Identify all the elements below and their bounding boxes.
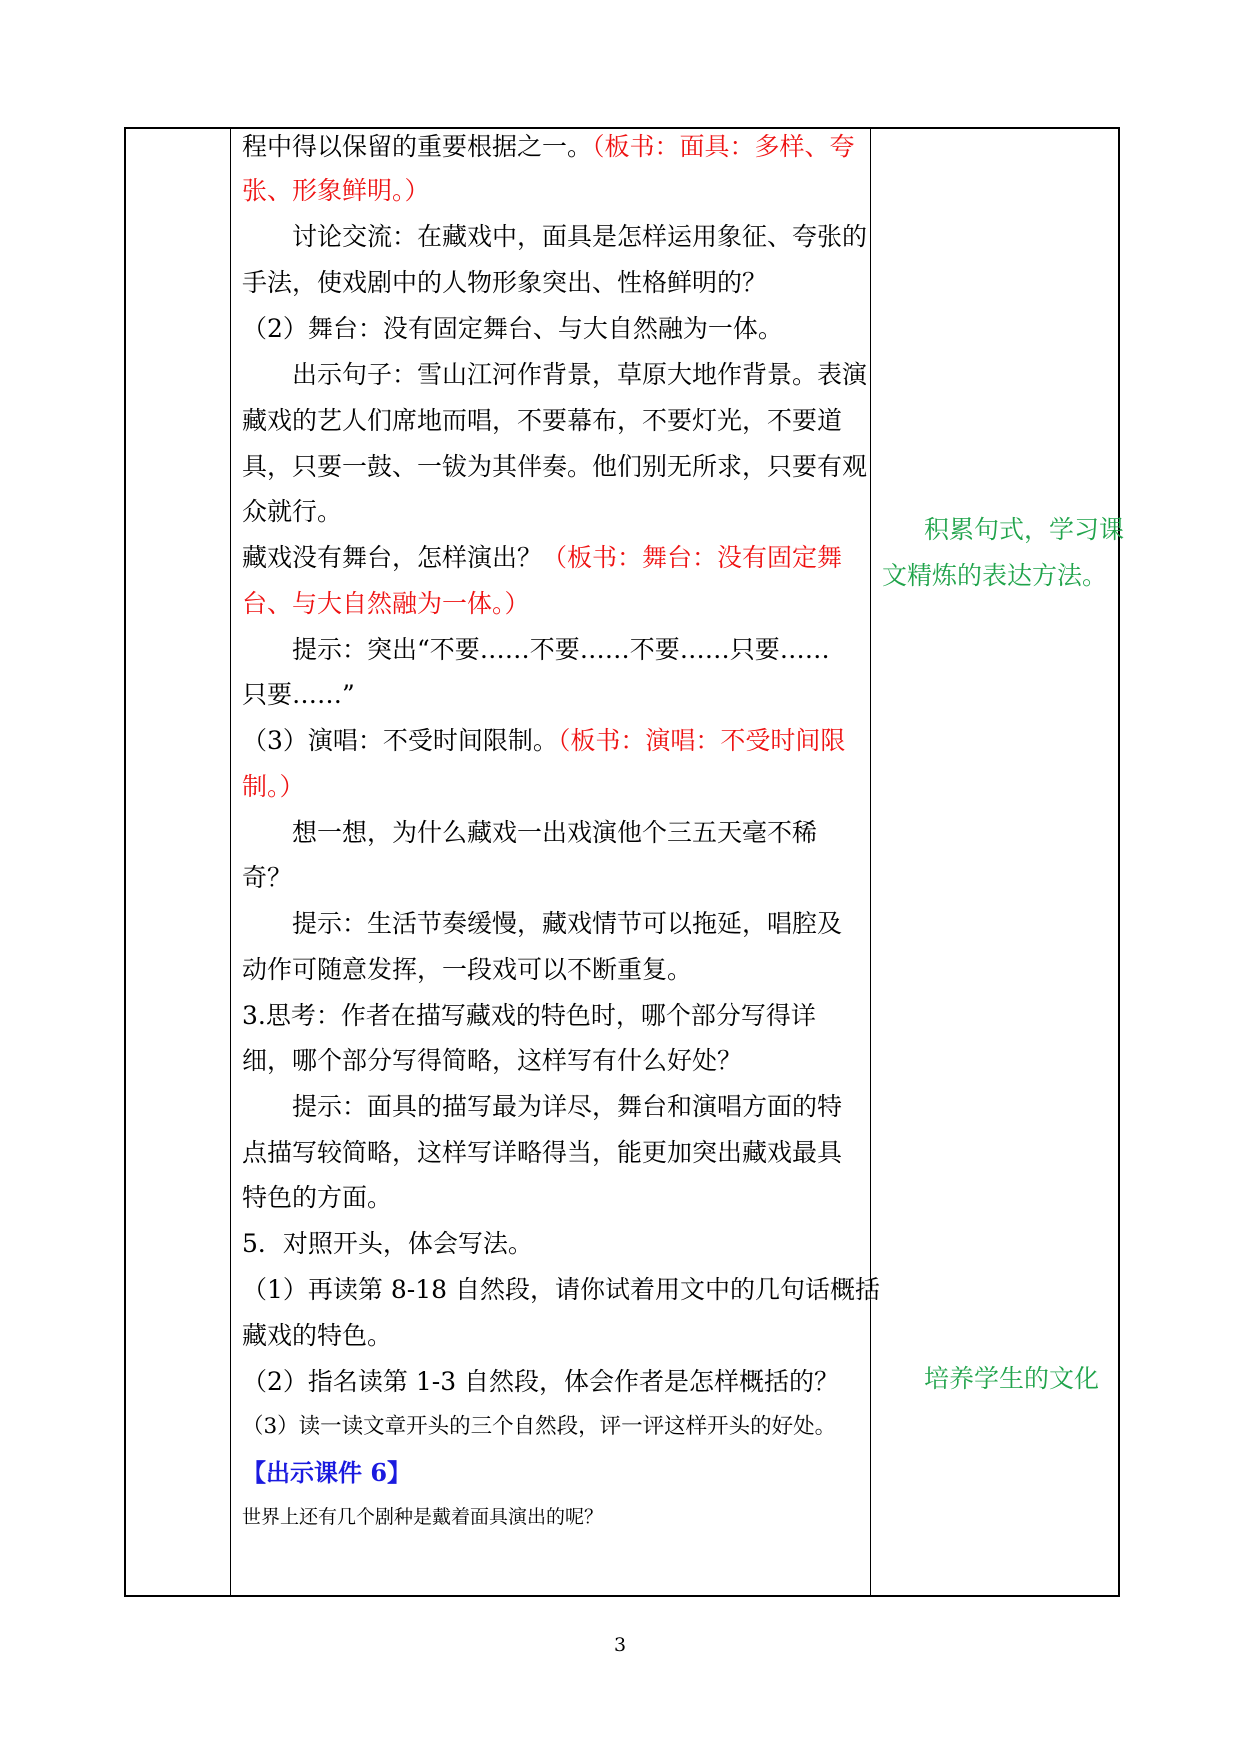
text-line xyxy=(242,1181,392,1215)
text-span: 5．对照开头，体会写法。 xyxy=(242,1229,533,1258)
courseware-label: 【出示课件 6】 xyxy=(242,1458,412,1487)
text-span: 提示：生活节奏缓慢，藏戏情节可以拖延，唱腔及 xyxy=(292,909,843,938)
column-divider xyxy=(870,129,871,1595)
text-line xyxy=(242,953,692,987)
text-span: 提示：突出“不要……不要……不要……只要…… xyxy=(292,635,830,664)
text-line xyxy=(242,174,430,208)
text-span: 出示句子：雪山江河作背景，草原大地作背景。表演 xyxy=(292,360,868,389)
text-line xyxy=(242,1319,392,1353)
text-span: 藏戏的艺人们席地而唱，不要幕布，不要灯光，不要道 xyxy=(242,406,843,435)
text-span: 程中得以保留的重要根据之一。 xyxy=(242,132,593,161)
blackboard-note: 制。） xyxy=(242,772,305,801)
text-span: （2）指名读第 1-3 自然段，体会作者是怎样概括的？ xyxy=(242,1367,840,1396)
text-line xyxy=(292,1090,842,1124)
text-span: 手法，使戏剧中的人物形象突出、性格鲜明的？ xyxy=(242,268,768,297)
text-span: 众就行。 xyxy=(242,497,343,526)
text-span: 藏戏没有舞台，怎样演出？ xyxy=(242,543,543,572)
text-line xyxy=(242,266,767,300)
text-line xyxy=(242,130,855,164)
text-line xyxy=(242,1136,842,1170)
text-span: 世界上还有几个剧种是戴着面具演出的呢？ xyxy=(242,1506,604,1528)
text-line xyxy=(242,1227,533,1261)
text-line xyxy=(292,358,867,392)
design-note: 文精炼的表达方法。 xyxy=(882,561,1108,590)
text-span: 藏戏的特色。 xyxy=(242,1321,393,1350)
text-span: （1）再读第 8-18 自然段，请你试着用文中的几句话概括 xyxy=(242,1275,880,1304)
text-line xyxy=(292,633,830,667)
text-line xyxy=(242,770,305,804)
page-number: 3 xyxy=(613,1634,627,1656)
text-line xyxy=(242,1410,836,1444)
design-note: 培养学生的文化 xyxy=(924,1364,1100,1393)
text-span: 只要……” xyxy=(242,680,355,709)
text-line xyxy=(242,1456,411,1490)
text-span: （3）演唱：不受时间限制。 xyxy=(242,726,558,755)
text-span: 点描写较简略，这样写详略得当，能更加突出藏戏最具 xyxy=(242,1138,843,1167)
text-line xyxy=(242,1044,742,1078)
blackboard-note: （板书：舞台：没有固定舞 xyxy=(542,543,843,572)
text-line xyxy=(242,541,842,575)
text-span: 讨论交流：在藏戏中，面具是怎样运用象征、夸张的 xyxy=(292,222,868,251)
text-line xyxy=(242,1273,880,1307)
text-span: 想一想，为什么藏戏一出戏演他个三五天毫不稀 xyxy=(292,818,818,847)
text-line xyxy=(242,1365,839,1399)
text-span: 提示：面具的描写最为详尽，舞台和演唱方面的特 xyxy=(292,1092,843,1121)
text-span: 具，只要一鼓、一钹为其伴奏。他们别无所求，只要有观 xyxy=(242,452,868,481)
text-line xyxy=(292,816,817,850)
text-span: 特色的方面。 xyxy=(242,1183,393,1212)
text-line xyxy=(242,678,355,712)
text-line xyxy=(242,404,842,438)
text-line xyxy=(242,495,342,529)
text-span: （2）舞台：没有固定舞台、与大自然融为一体。 xyxy=(242,314,783,343)
text-line xyxy=(292,220,867,254)
text-line xyxy=(242,450,867,484)
text-span: （3）读一读文章开头的三个自然段，评一评这样开头的好处。 xyxy=(242,1414,837,1439)
blackboard-note: 台、与大自然融为一体。） xyxy=(242,589,530,618)
text-span: 3.思考：作者在描写藏戏的特色时，哪个部分写得详 xyxy=(242,1001,816,1030)
blackboard-note: 张、形象鲜明。） xyxy=(242,176,430,205)
text-line xyxy=(242,861,292,895)
text-line xyxy=(242,312,783,346)
text-line xyxy=(242,587,530,621)
lesson-table xyxy=(124,127,1125,1597)
text-span: 动作可随意发挥，一段戏可以不断重复。 xyxy=(242,955,693,984)
text-line xyxy=(292,907,842,941)
text-span: 细，哪个部分写得简略，这样写有什么好处？ xyxy=(242,1046,743,1075)
text-span: 奇？ xyxy=(242,863,293,892)
text-line xyxy=(242,999,816,1033)
text-line xyxy=(242,724,845,758)
design-note: 积累句式，学习课 xyxy=(924,515,1125,544)
column-divider xyxy=(230,129,231,1595)
text-line xyxy=(242,1500,603,1534)
blackboard-note: （板书：演唱：不受时间限 xyxy=(557,726,846,755)
blackboard-note: （板书：面具：多样、夸 xyxy=(592,132,855,161)
